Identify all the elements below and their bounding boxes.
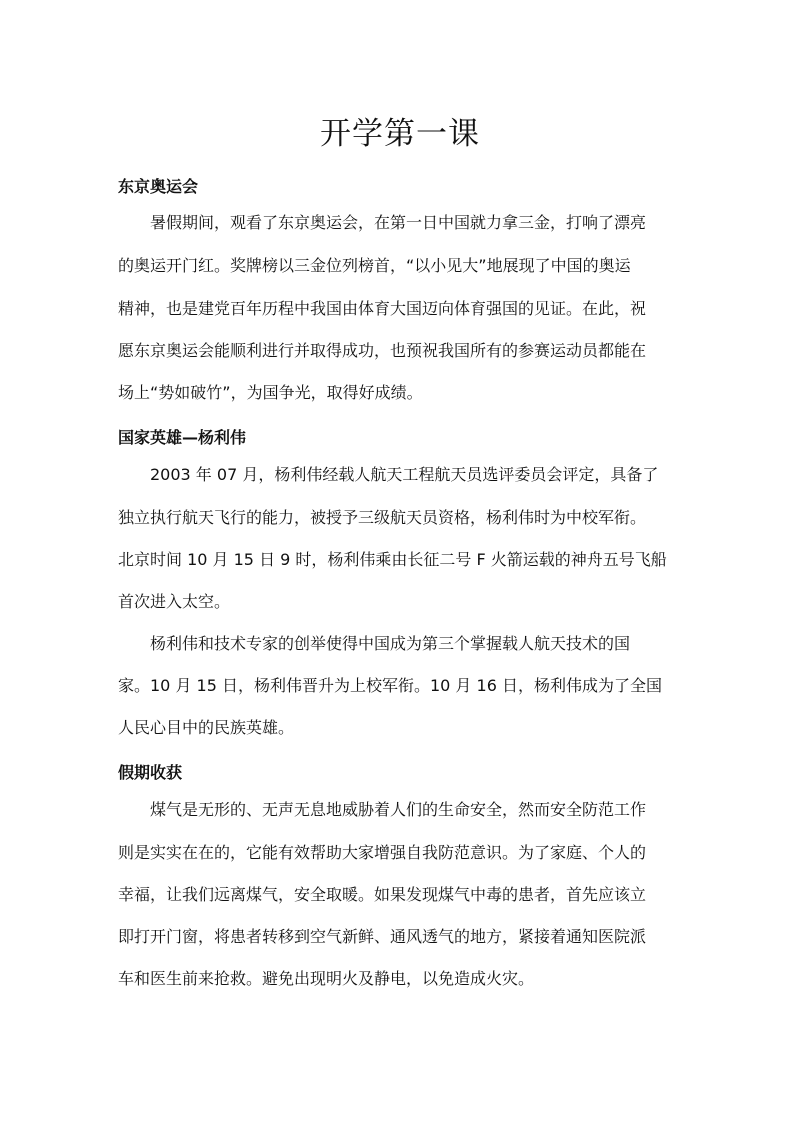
paragraph-line: 首次进入太空。	[118, 592, 231, 611]
section-heading-holiday-gains: 假期收获	[118, 763, 183, 782]
paragraph-line: 杨利伟和技术专家的创举使得中国成为第三个掌握载人航天技术的国	[150, 634, 631, 653]
paragraph-line: 暑假期间，观看了东京奥运会，在第一日中国就力拿三金，打响了漂亮	[150, 213, 647, 232]
paragraph-line: 场上“势如破竹”，为国争光，取得好成绩。	[118, 383, 423, 402]
paragraph-line: 2003 年 07 月，杨利伟经载人航天工程航天员选评委员会评定，具备了	[150, 465, 659, 484]
paragraph-line: 则是实实在在的，它能有效帮助大家增强自我防范意识。为了家庭、个人的	[118, 843, 647, 862]
paragraph-line: 煤气是无形的、无声无息地威胁着人们的生命安全，然而安全防范工作	[150, 800, 647, 819]
paragraph-line: 家。10 月 15 日，杨利伟晋升为上校军衔。10 月 16 日，杨利伟成为了全国	[118, 676, 662, 695]
paragraph-line: 北京时间 10 月 15 日 9 时，杨利伟乘由长征二号 F 火箭运载的神舟五号飞船	[118, 550, 667, 569]
page-title: 开学第一课	[320, 116, 480, 152]
paragraph-line: 即打开门窗，将患者转移到空气新鲜、通风透气的地方，紧接着通知医院派	[118, 927, 647, 946]
paragraph-line: 车和医生前来抢救。避免出现明火及静电，以免造成火灾。	[118, 969, 535, 988]
paragraph-line: 幸福，让我们远离煤气，安全取暖。如果发现煤气中毒的患者，首先应该立	[118, 885, 647, 904]
paragraph-line: 人民心目中的民族英雄。	[118, 718, 295, 737]
section-heading-national-hero: 国家英雄—杨利伟	[118, 428, 247, 447]
paragraph-line: 精神，也是建党百年历程中我国由体育大国迈向体育强国的见证。在此，祝	[118, 299, 647, 318]
paragraph-line: 愿东京奥运会能顺利进行并取得成功，也预祝我国所有的参赛运动员都能在	[118, 341, 647, 360]
paragraph-line: 独立执行航天飞行的能力，被授予三级航天员资格，杨利伟时为中校军衔。	[118, 508, 647, 527]
paragraph-line: 的奥运开门红。奖牌榜以三金位列榜首，“以小见大”地展现了中国的奥运	[118, 256, 631, 275]
section-heading-tokyo-olympics: 东京奥运会	[118, 177, 199, 196]
